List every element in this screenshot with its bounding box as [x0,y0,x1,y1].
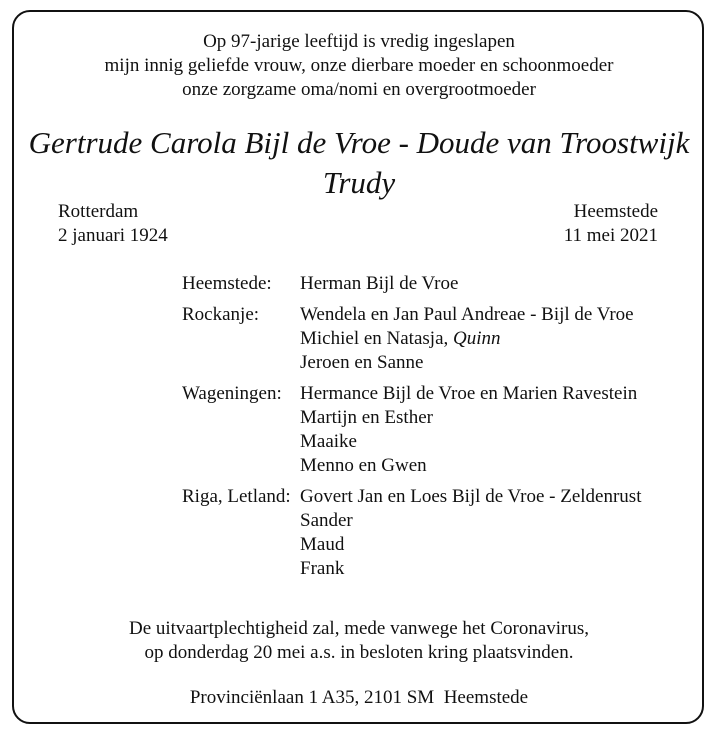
intro-line-1: Op 97-jarige leeftijd is vredig ingeslapen [203,31,515,52]
birth-info [58,200,168,248]
family-group-rockanje [182,303,641,375]
death-date: 11 mei 2021 [563,225,658,246]
intro-line-2: mijn innig geliefde vrouw, onze dierbare moeder en schoonmoeder [104,55,614,76]
intro-text [0,30,718,102]
family-names [300,272,458,296]
family-group-wageningen [182,382,641,478]
death-info [564,200,658,248]
birth-place: Rotterdam [58,201,139,222]
family-group-heemstede [182,272,641,296]
family-city: Riga, Letland: [182,486,291,507]
family-member-text: Michiel en Natasja, [300,328,454,349]
correspondence-address: Provinciënlaan 1 A35, 2101 SM Heemstede [189,687,529,708]
family-city: Heemstede: [182,273,272,294]
family-member: Hermance Bijl de Vroe en Marien Ravestein [300,383,638,404]
family-member: Martijn en Esther [300,407,433,428]
funeral-notice [0,617,718,665]
family-city: Wageningen: [182,383,282,404]
family-names [300,303,634,375]
family-member: Jeroen en Sanne [300,352,424,373]
death-place: Heemstede [573,201,658,222]
family-member: Wendela en Jan Paul Andreae - Bijl de Vroe [300,304,634,325]
family-member: Herman Bijl de Vroe [300,273,459,294]
great-grandchild-name: Quinn [453,328,501,349]
funeral-line-1: De uitvaartplechtigheid zal, mede vanwege het Coronavirus, [128,618,590,639]
family-group-riga [182,485,641,581]
intro-line-3: onze zorgzame oma/nomi en overgrootmoeder [182,79,536,100]
deceased-full-name: Gertrude Carola Bijl de Vroe - Doude van Troostwijk [28,125,690,160]
family-city: Rockanje: [182,304,260,325]
deceased-nickname: Trudy [322,165,396,200]
family-member: Sander [300,510,353,531]
birth-date: 2 januari 1924 [58,225,168,246]
family-member: Frank [300,558,345,579]
family-list [182,272,641,588]
family-member [300,327,634,351]
family-names [300,485,641,581]
family-names [300,382,637,478]
family-member: Govert Jan en Loes Bijl de Vroe - Zeldenrust [300,486,642,507]
family-member: Maaike [300,431,357,452]
family-member: Menno en Gwen [300,455,427,476]
funeral-line-2: op donderdag 20 mei a.s. in besloten kring plaatsvinden. [144,642,574,663]
family-member: Maud [300,534,345,555]
